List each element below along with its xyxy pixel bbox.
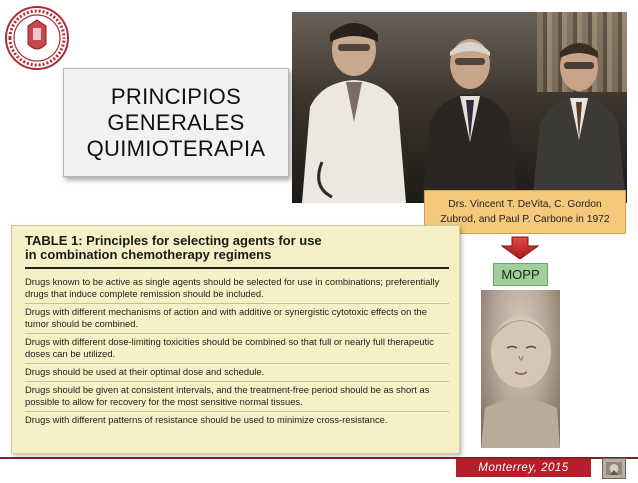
table-row: Drugs should be given at consistent intervals, and the treatment-free period should be as short as possible to allow for recovery for the most sensitive normal tissues. — [25, 382, 449, 412]
table-divider — [25, 267, 449, 269]
doctors-figures — [292, 12, 627, 203]
down-arrow-icon — [500, 236, 540, 260]
patient-photo — [481, 290, 560, 448]
footer-logo-icon — [602, 458, 626, 479]
table-row: Drugs known to be active as single agents should be selected for use in combinations; preferentially drugs that induce complete remission should be included. — [25, 274, 449, 304]
title-line: GENERALES — [107, 109, 245, 135]
slide-title — [63, 68, 289, 177]
caption-line: Zubrod, and Paul P. Carbone in 1972 — [440, 214, 610, 225]
title-line: PRINCIPIOS — [110, 83, 242, 109]
university-seal-icon — [2, 4, 72, 72]
table-row: Drugs with different mechanisms of action and with additive or synergistic cytotoxic effects on the tumor should be combined. — [25, 304, 449, 334]
table-rows — [25, 274, 449, 429]
table-row: Drugs with different patterns of resistance should be used to minimize cross-resistance. — [25, 414, 388, 425]
principles-table — [11, 225, 460, 454]
doctors-photo — [292, 12, 627, 203]
mopp-label: MOPP — [493, 263, 548, 286]
table-heading-line: TABLE 1: Principles for selecting agents for use — [25, 233, 322, 248]
table-row: Drugs with different dose-limiting toxicities should be combined so that full or nearly full therapeutic doses can be utilized. — [25, 334, 449, 364]
table-heading-line: in combination chemotherapy regimens — [25, 247, 272, 262]
title-line: QUIMIOTERAPIA — [86, 135, 266, 161]
table-heading — [25, 234, 322, 262]
caption-line: Drs. Vincent T. DeVita, C. Gordon — [448, 199, 602, 210]
footer-label: Monterrey, 2015 — [456, 459, 591, 477]
table-row: Drugs should be used at their optimal dose and schedule. — [25, 364, 449, 382]
